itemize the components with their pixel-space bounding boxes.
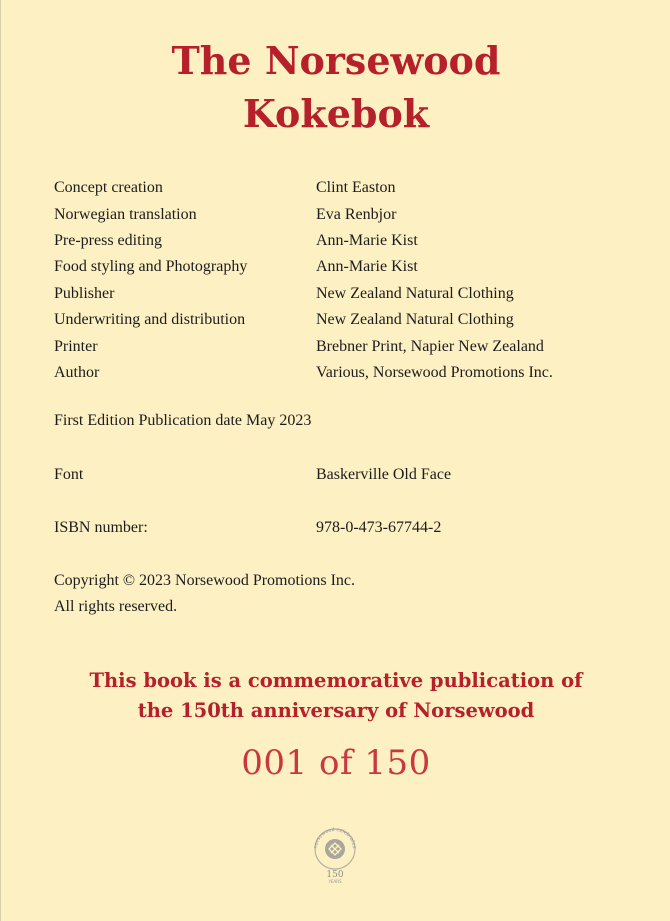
- credit-row: [54, 254, 634, 280]
- credit-row: [54, 307, 634, 333]
- commemorative-line-1: This book is a commemorative publication of: [89, 669, 583, 692]
- isbn-label: ISBN number:: [54, 519, 148, 536]
- edition-number: 001 of 150: [241, 743, 431, 783]
- anniversary-seal-logo: [307, 823, 363, 885]
- credit-name: Clint Easton: [316, 179, 396, 197]
- credit-name: Ann-Marie Kist: [316, 231, 418, 249]
- commemorative-line-2: the 150th anniversary of Norsewood: [137, 699, 535, 722]
- credit-name: Various, Norsewood Promotions Inc.: [316, 363, 553, 381]
- seal-ring-text: norsewood celebrates: [312, 826, 358, 849]
- credit-role: Food styling and Photography: [54, 258, 248, 276]
- credit-row: [54, 333, 634, 359]
- copyright-line: Copyright © 2023 Norsewood Promotions Inc.: [54, 572, 356, 589]
- credit-row: [54, 281, 634, 307]
- credit-row: [54, 201, 634, 227]
- credit-name: Eva Renbjor: [316, 205, 397, 223]
- edition-line: First Edition Publication date May 2023: [54, 412, 312, 429]
- credit-row: [54, 228, 634, 254]
- font-row: [54, 466, 634, 484]
- credit-role: Printer: [54, 337, 98, 355]
- credit-role: Underwriting and distribution: [54, 311, 246, 329]
- credit-name: New Zealand Natural Clothing: [316, 284, 514, 302]
- rights-line: All rights reserved.: [54, 598, 178, 615]
- credit-name: Brebner Print, Napier New Zealand: [316, 337, 544, 355]
- credits-list: [54, 175, 634, 386]
- credit-name: New Zealand Natural Clothing: [316, 311, 514, 329]
- isbn-value: 978-0-473-67744-2: [316, 519, 442, 536]
- font-value: Baskerville Old Face: [316, 466, 452, 483]
- credit-role: Author: [54, 363, 100, 381]
- book-title-line-1: The Norsewood: [171, 38, 501, 83]
- seal-number: 150: [326, 870, 344, 880]
- credit-row: [54, 175, 634, 201]
- credit-row: [54, 360, 634, 386]
- commemorative-statement: [1, 666, 670, 726]
- credit-role: Norwegian translation: [54, 205, 197, 223]
- seal-sub-text: YEARS: [328, 879, 342, 884]
- credit-role: Publisher: [54, 284, 115, 302]
- book-title-line-2: Kokebok: [242, 91, 430, 136]
- book-title: [1, 34, 670, 140]
- credit-role: Concept creation: [54, 179, 163, 197]
- isbn-row: [54, 519, 634, 537]
- credit-role: Pre-press editing: [54, 231, 162, 249]
- credit-name: Ann-Marie Kist: [316, 258, 418, 276]
- font-label: Font: [54, 466, 84, 483]
